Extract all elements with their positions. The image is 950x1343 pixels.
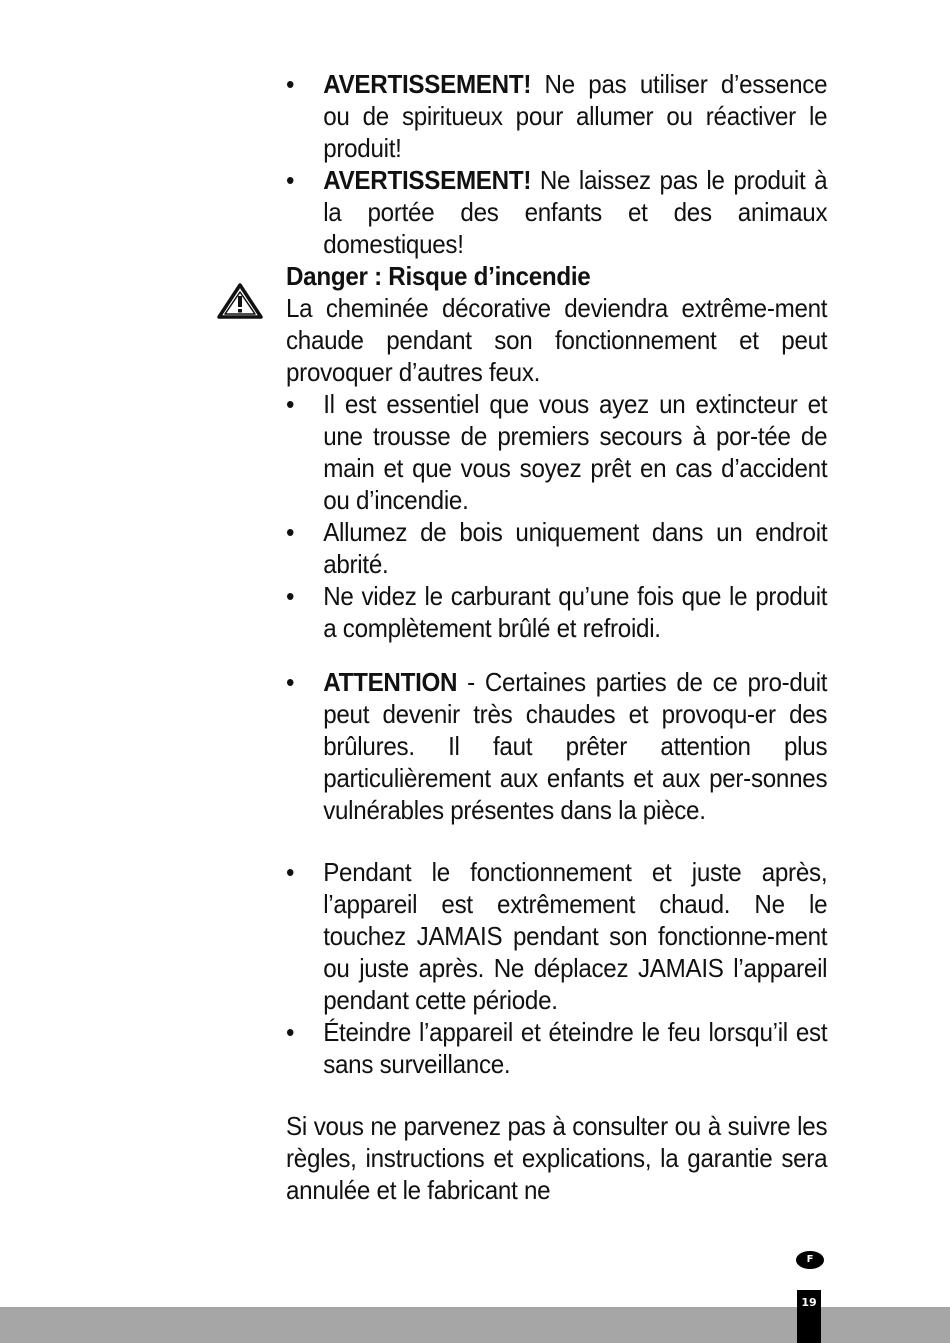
manual-page-text: [286, 68, 827, 1206]
operation-list: [286, 856, 827, 1080]
warning-triangle-icon: [216, 282, 264, 320]
list-item: [286, 164, 827, 260]
warning-text: Ne pas utiliser d’essence ou de spiritueux pour allumer ou réactiver le produit!: [323, 69, 828, 163]
closing-paragraph: Si vous ne parvenez pas à consulter ou à suivre les règles, instructions et explications, la garantie sera annulée et le fabricant ne: [286, 1111, 828, 1205]
list-item: • Pendant le fonctionnement et juste après, l’appareil est extrêmement chaud. Ne le touchez JAMAIS pendant son fonctionne-ment ou juste après. Ne déplacez JAMAIS l’appareil pendant cette période.: [286, 856, 827, 1016]
danger-intro: La cheminée décorative deviendra extrême-ment chaude pendant son fonctionnement et peut provoquer d’autres feux.: [286, 293, 828, 387]
warning-list: [286, 68, 827, 260]
warning-label: AVERTISSEMENT!: [323, 165, 532, 195]
list-item: [286, 68, 827, 164]
warning-text: Ne laissez pas le produit à la portée des enfants et des animaux domestiques!: [323, 165, 828, 259]
page-number: 19: [797, 1290, 821, 1343]
list-item: • Éteindre l’appareil et éteindre le feu lorsqu’il est sans surveillance.: [286, 1016, 827, 1080]
attention-label: ATTENTION: [323, 667, 458, 697]
list-item: • Ne videz le carburant qu’une fois que le produit a complètement brûlé et refroidi.: [286, 580, 827, 644]
danger-list: [286, 388, 827, 644]
warning-label: AVERTISSEMENT!: [323, 69, 532, 99]
list-item: • Allumez de bois uniquement dans un endroit abrité.: [286, 516, 827, 580]
danger-heading: Danger : Risque d’incendie: [286, 261, 591, 291]
list-item: • Il est essentiel que vous ayez un extincteur et une trousse de premiers secours à por-tée de main et que vous soyez prêt en cas d’accident ou d’incendie.: [286, 388, 827, 516]
attention-text: - Certaines parties de ce pro-duit peut devenir très chaudes et provoqu-er des brûlures. Il faut prêter attention plus particulièrement aux enfants et aux per-sonnes vulnérables présentes dans la pièce.: [323, 667, 828, 825]
attention-list: [286, 666, 827, 826]
list-item: [286, 666, 827, 826]
language-badge: F: [796, 1251, 824, 1269]
